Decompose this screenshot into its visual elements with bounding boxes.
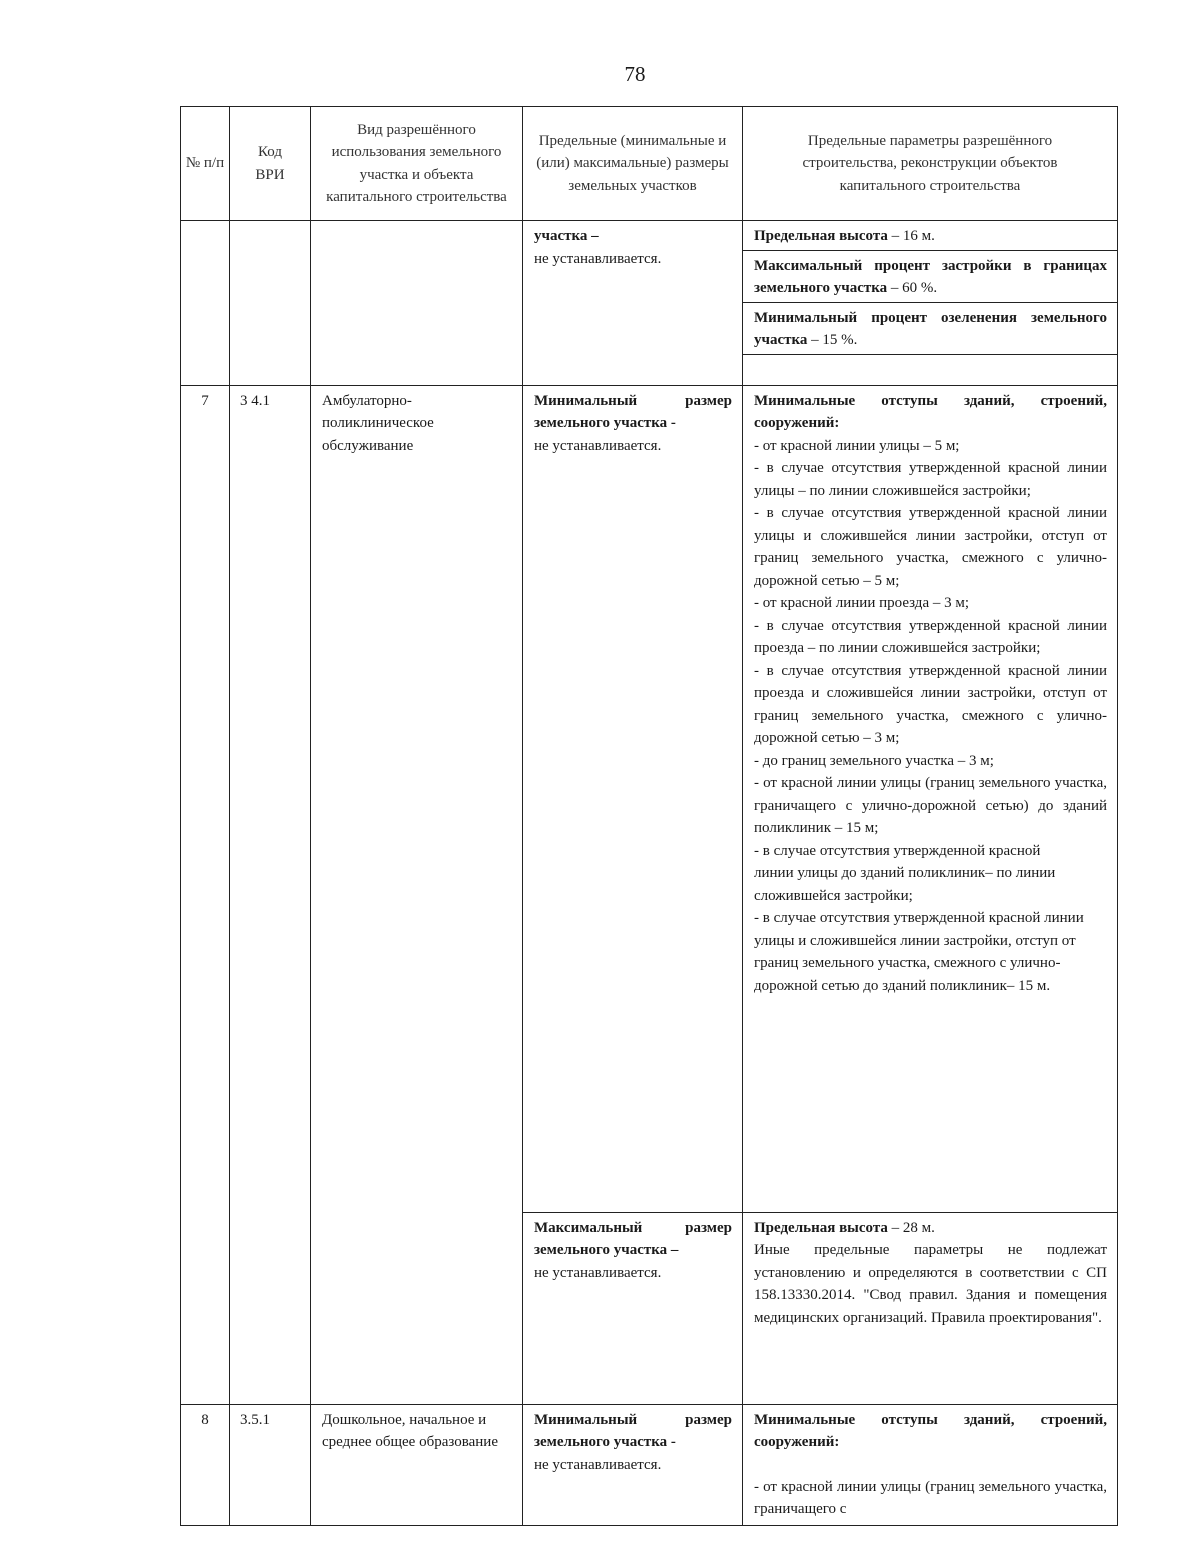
min-plot-size-cell <box>523 385 743 1212</box>
setbacks-title: Минимальные отступы зданий, строений, сооружений: <box>754 1411 1107 1450</box>
page-number: 78 <box>624 62 646 86</box>
header-use-type: Вид разрешённого использования земельного участка и объекта капитального строительства <box>311 107 523 221</box>
header-building-params: Предельные параметры разрешённого строительства, реконструкции объектов капитального строительства <box>743 107 1118 221</box>
height-params-cell <box>743 1212 1118 1404</box>
plot-size-value: не устанавливается. <box>534 250 662 267</box>
row-use-type: Амбулаторно-поликлиническое обслуживание <box>311 385 523 1404</box>
max-plot-size-label: Максимальный размер земельного участка – <box>534 1219 732 1258</box>
building-params-cell <box>743 221 1118 386</box>
header-plot-size: Предельные (минимальные и (или) максимальные) размеры земельных участков <box>523 107 743 221</box>
min-plot-size-label: Минимальный размер земельного участка - <box>534 392 732 431</box>
setback-item: - в случае отсутствия утвержденной красной линии улицы и сложившейся линии застройки, отступ от границ земельного участка, смежного с улично-дорожной сетью до зданий поликлиник– 15 м. <box>754 910 1084 994</box>
setbacks-cell <box>743 1404 1118 1525</box>
setback-item: - до границ земельного участка – 3 м; <box>754 752 994 769</box>
max-plot-size-value: не устанавливается. <box>534 1264 662 1281</box>
table-row-8 <box>181 1404 1118 1525</box>
setback-item: - от красной линии проезда – 3 м; <box>754 595 970 611</box>
min-plot-size-value: не устанавливается. <box>534 437 662 454</box>
other-params: Иные предельные параметры не подлежат установлению и определяются в соответствии с СП 158.13330.2014. "Свод правил. Здания и помещения медицинских организаций. Правила проектирования". <box>754 1242 1107 1326</box>
param-max-coverage: Максимальный процент застройки в границах земельного участка – 60 %. <box>743 251 1117 303</box>
header-number: № п/п <box>181 107 230 221</box>
setback-item: - от красной линии улицы – 5 м; <box>754 437 960 454</box>
setback-item: - в случае отсутствия утвержденной красной линии проезда и сложившейся линии застройки, отступ от границ земельного участка, смежного с улично-дорожной сетью – 3 м; <box>754 662 1107 746</box>
setback-item: - в случае отсутствия утвержденной красной линии улицы и сложившейся линии застройки, отступ от границ земельного участка, смежного с улично-дорожной сетью – 5 м; <box>754 505 1107 589</box>
setback-item: - в случае отсутствия утвержденной красной линии улицы до зданий поликлиник– по линии сложившейся застройки; <box>754 842 1056 904</box>
plot-size-label: участка – <box>534 228 599 244</box>
table-row-7 <box>181 385 1118 1212</box>
param-max-height: Предельная высота – 16 м. <box>743 221 1117 251</box>
row-code: 3 4.1 <box>230 385 311 1404</box>
table-row-continuation <box>181 221 1118 386</box>
header-code: Код ВРИ <box>230 107 311 221</box>
setback-item: - от красной линии улицы (границ земельного участка, граничащего с улично-дорожной сетью) до зданий поликлиник – 15 м; <box>754 775 1107 836</box>
row-number: 8 <box>181 1404 230 1525</box>
setback-item: - в случае отсутствия утвержденной красной линии улицы – по линии сложившейся застройки; <box>754 460 1107 499</box>
regulations-table <box>180 106 1118 1526</box>
setbacks-cell <box>743 385 1118 1212</box>
table-header-row <box>181 107 1118 221</box>
setback-item: - от красной линии улицы (границ земельного участка, граничащего с <box>754 1478 1107 1517</box>
setbacks-title: Минимальные отступы зданий, строений, сооружений: <box>754 392 1107 431</box>
param-min-greening: Минимальный процент озеленения земельного участка – 15 %. <box>743 303 1117 355</box>
max-plot-size-cell <box>523 1212 743 1404</box>
row-code: 3.5.1 <box>230 1404 311 1525</box>
setback-item: - в случае отсутствия утвержденной красной линии проезда – по линии сложившейся застройки; <box>754 617 1107 656</box>
plot-size-cell <box>523 221 743 386</box>
min-plot-size-label: Минимальный размер земельного участка - <box>534 1411 732 1450</box>
max-height: Предельная высота – 28 м. <box>754 1219 935 1236</box>
min-plot-size-value: не устанавливается. <box>534 1456 662 1473</box>
row-use-type: Дошкольное, начальное и среднее общее образование <box>311 1404 523 1525</box>
min-plot-size-cell <box>523 1404 743 1525</box>
row-number: 7 <box>181 385 230 1404</box>
